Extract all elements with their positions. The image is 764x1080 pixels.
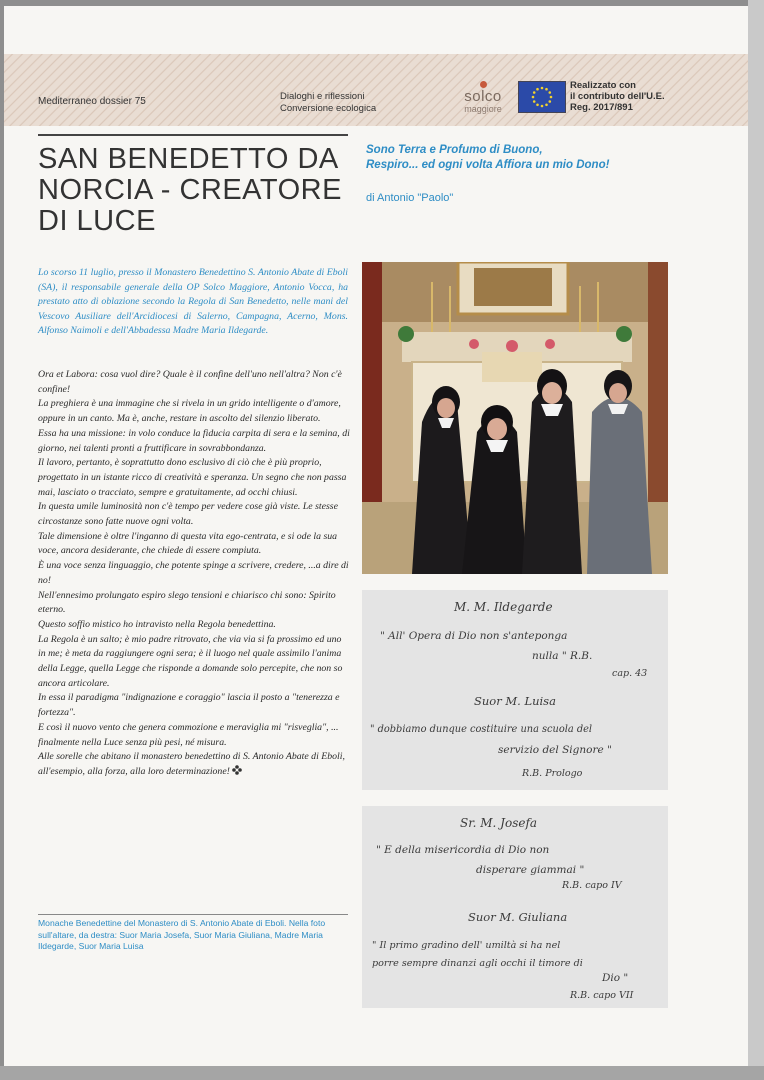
rule-reference: R.B. capo IV: [562, 880, 622, 891]
quote-line: " Il primo gradino dell' umiltà si ha nel: [372, 940, 561, 951]
article-author: di Antonio "Paolo": [366, 192, 454, 204]
paragraph: La Regola è un salto; è mio padre ritrovato, che via via si fa prossimo ed uno in me; è meta da raggiungere ogni sera; è il luogo nel quale assimilo l'anima della Legge, quella Legge che risponde a domande solo percepite, che non so ancora articolare.: [38, 633, 343, 689]
page-edge: [748, 0, 764, 1080]
paragraph: E così il nuovo vento che genera commozione e meraviglia mi "risveglia", ... finalmente nella Luce senza più pesi, né misura.: [38, 721, 339, 748]
quote-line: nulla " R.B.: [532, 650, 593, 662]
handwritten-note-1: [362, 590, 668, 790]
logo-dot-icon: [480, 81, 487, 88]
article-title: SAN BENEDETTO DA NORCIA - CREATORE DI LUCE: [38, 143, 342, 237]
subtitle-line-1: Sono Terra e Profumo di Buono,: [366, 144, 543, 156]
section-line-1: Dialoghi e riflessioni: [280, 91, 365, 102]
eu-line-1: Realizzato con: [570, 80, 636, 91]
section-line-2: Conversione ecologica: [280, 103, 377, 114]
paragraph: È una voce senza linguaggio, che potente spinge a scrivere, credere, ...a dire di no!: [38, 560, 349, 586]
handwritten-note-2: [362, 806, 668, 1008]
signature-ildegarde: M. M. Ildegarde: [454, 600, 553, 614]
rule-reference: cap. 43: [612, 668, 648, 679]
page-header: [4, 54, 752, 126]
signature-giuliana: Suor M. Giuliana: [468, 910, 568, 924]
nuns-altar-photo: [362, 262, 668, 574]
paragraph: Nell'ennesimo prolungato espiro slego tensioni e chiarisco chi sono: Spirito eterno.: [38, 589, 336, 616]
flower-ornament-icon: [232, 765, 242, 775]
paragraph: Tale dimensione è oltre l'inganno di questa vita ego-centrata, e si ode la sua voce, ancora desiderante, che chiede di essere compiuta.: [38, 530, 338, 557]
logo-main-text: solco: [464, 88, 502, 105]
article-body: [38, 368, 350, 780]
eu-funding-note: [570, 80, 665, 113]
signature-josefa: Sr. M. Josefa: [460, 816, 538, 830]
paragraph: Ora et Labora: cosa vuol dire? Quale è il confine dell'uno nell'altra? Non c'è confine!: [38, 369, 342, 395]
scan-bottom-strip: [0, 1066, 764, 1080]
signature-luisa: Suor M. Luisa: [474, 694, 556, 708]
rule-reference: R.B. Prologo: [522, 768, 583, 779]
closing-text: Alle sorelle che abitano il monastero benedettino di S. Antonio Abate di Eboli, all'esempio, alla forza, alla loro determinazione!: [38, 751, 345, 777]
paragraph: Essa ha una missione: in volo conduce la fiducia carpita di sera e la semina, di giorno, nei talenti pronti a fruttificare in sovrabbondanza.: [38, 427, 350, 454]
eu-line-2: il contributo dell'U.E.: [570, 91, 665, 102]
quote-line: servizio del Signore ": [498, 744, 612, 756]
paragraph-last: [38, 750, 350, 779]
magazine-name: Mediterraneo dossier 75: [38, 96, 146, 107]
quote-line: porre sempre dinanzi agli occhi il timore di: [372, 958, 583, 969]
article-intro: Lo scorso 11 luglio, presso il Monastero Benedettino S. Antonio Abate di Eboli (SA), il responsabile generale della OP Solco Maggiore, Antonio Vocca, ha prestato atto di oblazione secondo la Regola di San Benedetto, nelle mani del Vescovo Ausiliare dell'Arcidiocesi di Salerno, Campagna, Acerno, Mons. Alfonso Naimoli e dell'Abbadessa Madre Maria Ildegarde.: [38, 267, 348, 337]
paragraph: In questa umile luminosità non c'è tempo per vedere cose già viste. Le stesse circostanze sono fatte nuove ogni volta.: [38, 501, 338, 528]
eu-line-3: Reg. 2017/891: [570, 102, 633, 113]
paragraph: In essa il paradigma "indignazione e coraggio" lascia il posto a "tenerezza e fortezza".: [38, 692, 340, 719]
section-label: [280, 91, 376, 115]
logo-sub-text: maggiore: [464, 104, 502, 114]
paragraph: Il lavoro, pertanto, è soprattutto dono esclusivo di ciò che è più proprio, progettato in un istante ricco di creatività e speranza. Un segno che non passa mai, lasciato o tracciato, sempre e gratuitamente, ad occhi chiusi.: [38, 457, 347, 498]
quote-line: " All' Opera di Dio non s'anteponga: [380, 630, 568, 642]
magazine-page: [4, 6, 752, 1066]
caption-rule: [38, 914, 348, 915]
title-rule: [38, 134, 348, 136]
paragraph: La preghiera è una immagine che si rivela in un grido intelligente o d'amore, oppure in un canto. Ma è, anche, restare in ascolto del silenzio liberato.: [38, 398, 341, 425]
quote-line: " E della misericordia di Dio non: [376, 844, 550, 856]
solco-maggiore-logo: [456, 81, 510, 114]
quote-line: " dobbiamo dunque costituire una scuola del: [370, 724, 593, 735]
subtitle-line-2: Respiro... ed ogni volta Affiora un mio Dono!: [366, 159, 610, 171]
rule-reference: R.B. capo VII: [570, 990, 634, 1001]
photo-caption: Monache Benedettine del Monastero di S. Antonio Abate di Eboli. Nella foto sull'altare, da destra: Suor Maria Josefa, Suor Maria Giuliana, Madre Maria Ildegarde, Suor Maria Luisa: [38, 918, 326, 952]
eu-flag-icon: [518, 81, 566, 113]
paragraph: Questo soffio mistico ho intravisto nella Regola benedettina.: [38, 618, 276, 630]
article-subtitle: [366, 143, 666, 173]
quote-line: Dio ": [602, 972, 629, 984]
quote-line: disperare giammai ": [476, 864, 585, 876]
